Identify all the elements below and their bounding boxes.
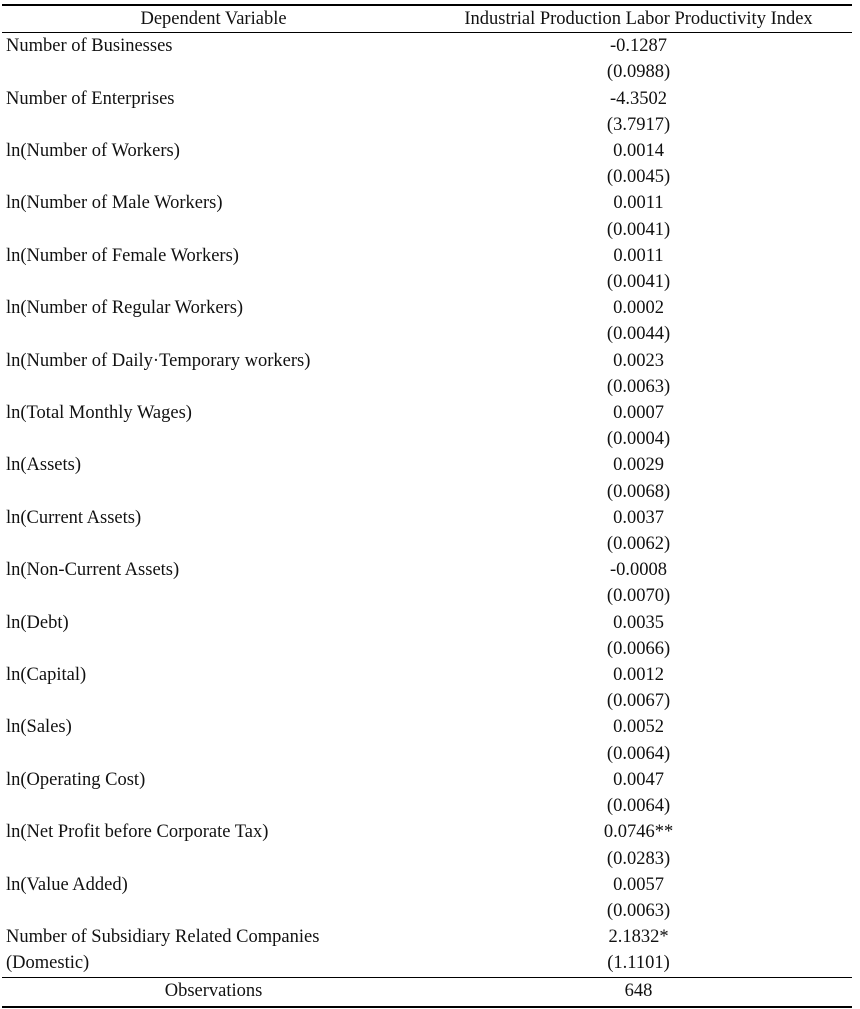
coefficient-value: 0.0014 bbox=[613, 141, 664, 162]
standard-error-value: (0.0283) bbox=[606, 848, 671, 869]
table-row bbox=[2, 33, 852, 60]
variable-label-continuation bbox=[2, 898, 425, 924]
variable-label: Number of Subsidiary Related Companies bbox=[6, 927, 320, 948]
table-row bbox=[2, 924, 852, 950]
standard-error-value: (0.0066) bbox=[606, 638, 671, 659]
coefficient-value: -4.3502 bbox=[609, 88, 668, 109]
coefficient-value: 0.0029 bbox=[613, 455, 664, 476]
table-row bbox=[2, 583, 852, 609]
standard-error-value: (0.0064) bbox=[606, 743, 671, 764]
variable-label: ln(Number of Daily·Temporary workers) bbox=[6, 350, 311, 371]
table-row bbox=[2, 321, 852, 347]
coefficient-value: 0.0052 bbox=[613, 717, 664, 738]
variable-label-continuation bbox=[2, 59, 425, 85]
standard-error-value: (0.0041) bbox=[606, 219, 671, 240]
standard-error-value: (0.0063) bbox=[606, 900, 671, 921]
table-row bbox=[2, 793, 852, 819]
variable-label-continuation bbox=[2, 479, 425, 505]
variable-label: ln(Number of Workers) bbox=[6, 141, 180, 162]
observations-row bbox=[2, 977, 852, 1007]
standard-error-value: (0.0070) bbox=[606, 586, 671, 607]
coefficient-value: -0.1287 bbox=[609, 36, 668, 57]
table-row bbox=[2, 505, 852, 531]
table-row bbox=[2, 872, 852, 898]
table-row bbox=[2, 59, 852, 85]
variable-label: ln(Total Monthly Wages) bbox=[6, 403, 192, 424]
table-row bbox=[2, 662, 852, 688]
table-row bbox=[2, 112, 852, 138]
table-row bbox=[2, 767, 852, 793]
table-row bbox=[2, 950, 852, 977]
table-row bbox=[2, 269, 852, 295]
variable-label-continuation bbox=[2, 269, 425, 295]
coefficient-value: 2.1832* bbox=[608, 927, 669, 948]
variable-label-continuation bbox=[2, 636, 425, 662]
variable-label: ln(Capital) bbox=[6, 665, 87, 686]
variable-label: ln(Value Added) bbox=[6, 874, 128, 895]
table-row bbox=[2, 243, 852, 269]
table-row bbox=[2, 295, 852, 321]
coefficient-value: 0.0023 bbox=[613, 350, 664, 371]
variable-label: ln(Net Profit before Corporate Tax) bbox=[6, 822, 269, 843]
coefficient-value: 0.0002 bbox=[613, 298, 664, 319]
variable-label-continuation bbox=[2, 531, 425, 557]
table-row bbox=[2, 426, 852, 452]
standard-error-value: (1.1101) bbox=[607, 953, 670, 974]
table-row bbox=[2, 479, 852, 505]
productivity-index-header: Industrial Production Labor Productivity Index bbox=[425, 5, 852, 33]
variable-label-continuation bbox=[2, 217, 425, 243]
standard-error-value: (0.0064) bbox=[606, 796, 671, 817]
variable-label: ln(Operating Cost) bbox=[6, 769, 146, 790]
variable-label: ln(Number of Regular Workers) bbox=[6, 298, 244, 319]
observations-value: 648 bbox=[425, 977, 852, 1007]
dependent-variable-header: Dependent Variable bbox=[2, 5, 425, 33]
standard-error-value: (0.0044) bbox=[606, 324, 671, 345]
variable-label-continuation bbox=[2, 846, 425, 872]
variable-label-continuation bbox=[2, 374, 425, 400]
table-row bbox=[2, 610, 852, 636]
variable-label-continuation bbox=[2, 741, 425, 767]
coefficient-value: 0.0007 bbox=[613, 403, 664, 424]
table-row bbox=[2, 138, 852, 164]
variable-label: ln(Debt) bbox=[6, 612, 69, 633]
variable-label-continuation: (Domestic) bbox=[6, 953, 90, 974]
table-row bbox=[2, 636, 852, 662]
table-row bbox=[2, 217, 852, 243]
table-row bbox=[2, 374, 852, 400]
coefficient-value: 0.0037 bbox=[613, 507, 664, 528]
variable-label: ln(Number of Male Workers) bbox=[6, 193, 223, 214]
variable-label: ln(Assets) bbox=[6, 455, 82, 476]
table-row bbox=[2, 688, 852, 714]
table-row bbox=[2, 452, 852, 478]
variable-label-continuation bbox=[2, 426, 425, 452]
standard-error-value: (3.7917) bbox=[606, 114, 671, 135]
standard-error-value: (0.0067) bbox=[606, 691, 671, 712]
coefficient-value: 0.0011 bbox=[613, 245, 664, 266]
variable-label: ln(Non-Current Assets) bbox=[6, 560, 180, 581]
table-row bbox=[2, 741, 852, 767]
table-header-row bbox=[2, 5, 852, 33]
regression-results-table bbox=[2, 4, 852, 1008]
coefficient-value: 0.0047 bbox=[613, 769, 664, 790]
table-row bbox=[2, 164, 852, 190]
table-row bbox=[2, 400, 852, 426]
variable-label: ln(Sales) bbox=[6, 717, 72, 738]
variable-label-continuation bbox=[2, 793, 425, 819]
coefficient-value: 0.0011 bbox=[613, 193, 664, 214]
standard-error-value: (0.0988) bbox=[606, 62, 671, 83]
variable-label-continuation bbox=[2, 164, 425, 190]
coefficient-value: 0.0035 bbox=[613, 612, 664, 633]
table-row bbox=[2, 846, 852, 872]
standard-error-value: (0.0063) bbox=[606, 376, 671, 397]
variable-label-continuation bbox=[2, 321, 425, 347]
table-row bbox=[2, 557, 852, 583]
variable-label-continuation bbox=[2, 688, 425, 714]
variable-label-continuation bbox=[2, 583, 425, 609]
coefficient-value: 0.0012 bbox=[613, 665, 664, 686]
table-row bbox=[2, 819, 852, 845]
standard-error-value: (0.0062) bbox=[606, 534, 671, 555]
coefficient-value: -0.0008 bbox=[609, 560, 668, 581]
table-body bbox=[2, 33, 852, 977]
standard-error-value: (0.0041) bbox=[606, 272, 671, 293]
observations-label: Observations bbox=[2, 977, 425, 1007]
table-row bbox=[2, 348, 852, 374]
coefficient-value: 0.0746** bbox=[603, 822, 674, 843]
variable-label: Number of Businesses bbox=[6, 36, 173, 57]
variable-label: ln(Number of Female Workers) bbox=[6, 245, 239, 266]
variable-label: ln(Current Assets) bbox=[6, 507, 142, 528]
standard-error-value: (0.0068) bbox=[606, 481, 671, 502]
variable-label: Number of Enterprises bbox=[6, 88, 175, 109]
standard-error-value: (0.0004) bbox=[606, 429, 671, 450]
variable-label-continuation bbox=[2, 112, 425, 138]
table-row bbox=[2, 190, 852, 216]
table-row bbox=[2, 86, 852, 112]
standard-error-value: (0.0045) bbox=[606, 167, 671, 188]
table-row bbox=[2, 714, 852, 740]
table-row bbox=[2, 531, 852, 557]
coefficient-value: 0.0057 bbox=[613, 874, 664, 895]
table-row bbox=[2, 898, 852, 924]
